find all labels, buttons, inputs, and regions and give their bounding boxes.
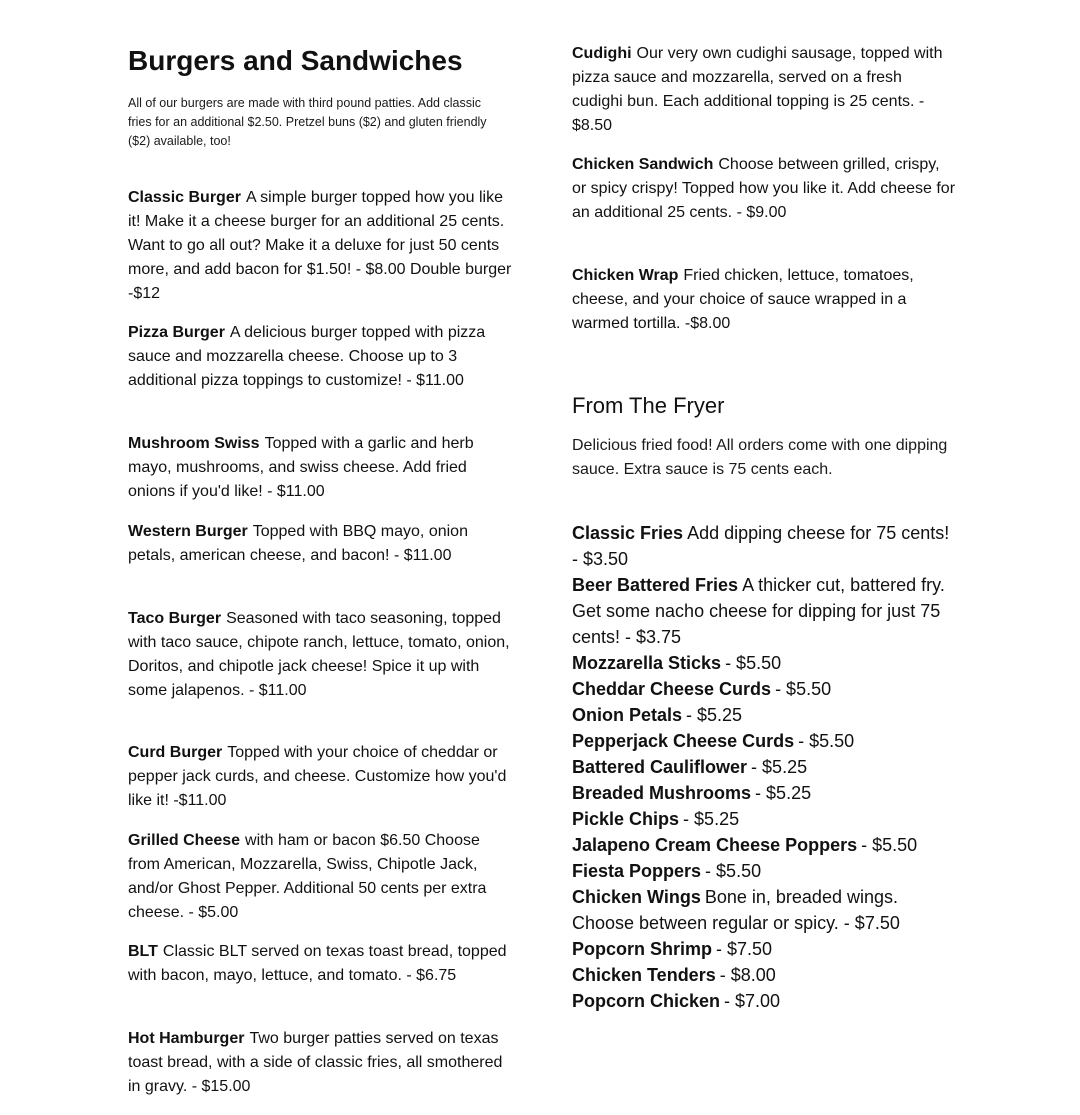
list-item [572, 780, 957, 806]
fryer-item-description: A thicker cut, battered fry. Get some nacho cheese for dipping for just 75 cents! - $3.75 [572, 575, 945, 647]
fryer-item-description: - $5.25 [686, 705, 743, 725]
list-item [572, 572, 957, 650]
menu-item-description: Topped with your choice of cheddar or pepper jack curds, and cheese. Customize how you'd like it! -$11.00 [128, 744, 507, 809]
fryer-item-description: - $7.00 [724, 991, 781, 1011]
fryer-item-name: Popcorn Chicken [572, 991, 721, 1011]
list-item [572, 988, 957, 1014]
fryer-item-description: - $5.50 [861, 835, 918, 855]
fryer-item-description: - $5.25 [683, 809, 740, 829]
burgers-section-title: Burgers and Sandwiches [128, 45, 463, 76]
list-item [572, 702, 957, 728]
fryer-item-description: - $8.00 [719, 965, 776, 985]
fryer-item-name: Classic Fries [572, 523, 684, 543]
fryer-item-name: Cheddar Cheese Curds [572, 679, 772, 699]
list-item [572, 832, 957, 858]
menu-item [128, 186, 513, 306]
menu-item-description: A delicious burger topped with pizza sauce and mozzarella cheese. Choose up to 3 additional pizza toppings to customize! - $11.00 [128, 324, 486, 389]
fryer-item-description: - $5.50 [725, 653, 782, 673]
menu-item-description: Topped with a garlic and herb mayo, mushrooms, and swiss cheese. Add fried onions if you'd like! - $11.00 [128, 435, 474, 500]
fryer-item-description: - $5.25 [751, 757, 808, 777]
menu-item [128, 607, 513, 703]
menu-item-name: Grilled Cheese [128, 832, 241, 849]
menu-item [128, 940, 513, 988]
menu-item-name: Chicken Sandwich [572, 156, 714, 173]
menu-item-name: Classic Burger [128, 189, 241, 206]
menu-item-name: Western Burger [128, 523, 248, 540]
menu-item [128, 520, 513, 568]
menu-item-name: Chicken Wrap [572, 267, 679, 284]
menu-item-description: Choose between grilled, crispy, or spicy crispy! Topped how you like it. Add cheese for an additional 25 cents. - $9.00 [572, 156, 956, 221]
menu-item [572, 264, 957, 336]
menu-item-name: BLT [128, 943, 158, 960]
list-item [572, 936, 957, 962]
menu-item [128, 1027, 513, 1099]
list-item [572, 650, 957, 676]
menu-item [572, 153, 957, 225]
menu-item-description: Topped with BBQ mayo, onion petals, american cheese, and bacon! - $11.00 [128, 523, 468, 564]
menu-item-name: Taco Burger [128, 610, 222, 627]
fryer-item-name: Chicken Tenders [572, 965, 716, 985]
list-item [572, 728, 957, 754]
fryer-item-description: - $5.25 [755, 783, 812, 803]
menu-item-name: Mushroom Swiss [128, 435, 260, 452]
menu-item [572, 42, 957, 138]
fryer-item-description: Bone in, breaded wings. Choose between regular or spicy. - $7.50 [572, 887, 900, 933]
fryer-item-description: - $5.50 [775, 679, 832, 699]
menu-item-description: Fried chicken, lettuce, tomatoes, cheese, and your choice of sauce wrapped in a warmed tortilla. -$8.00 [572, 267, 914, 332]
list-item [572, 520, 957, 572]
menu-item-description: A simple burger topped how you like it! Make it a cheese burger for an additional 25 cents. Want to go all out? Make it a deluxe for just 50 cents more, and add bacon for $1.50! - $8.00 Double burger -$12 [128, 189, 512, 302]
fryer-item-description: - $5.50 [705, 861, 762, 881]
fryer-intro: Delicious fried food! All orders come with one dipping sauce. Extra sauce is 75 cents each. [572, 437, 948, 478]
fryer-item-name: Chicken Wings [572, 887, 701, 907]
list-item [572, 806, 957, 832]
fryer-item-name: Breaded Mushrooms [572, 783, 752, 803]
menu-item-description: Classic BLT served on texas toast bread, topped with bacon, mayo, lettuce, and tomato. - $6.75 [128, 943, 507, 984]
list-item [572, 858, 957, 884]
list-item [572, 962, 957, 988]
menu-item [128, 321, 513, 393]
list-item [572, 754, 957, 780]
fryer-item-name: Mozzarella Sticks [572, 653, 722, 673]
fryer-item-name: Onion Petals [572, 705, 683, 725]
fryer-list [572, 520, 957, 1014]
fryer-item-description: Add dipping cheese for 75 cents! - $3.50 [572, 523, 950, 569]
menu-item [128, 741, 513, 813]
menu-item-name: Cudighi [572, 45, 632, 62]
menu-item-description: Our very own cudighi sausage, topped with pizza sauce and mozzarella, served on a fresh cudighi bun. Each additional topping is 25 cents. - $8.50 [572, 45, 943, 134]
fryer-item-name: Pickle Chips [572, 809, 680, 829]
menu-item-description: with ham or bacon $6.50 Choose from American, Mozzarella, Swiss, Chipotle Jack, and/or Ghost Pepper. Additional 50 cents per extra cheese. - $5.00 [128, 832, 487, 921]
fryer-item-name: Jalapeno Cream Cheese Poppers [572, 835, 858, 855]
fryer-section-title: From The Fryer [572, 393, 725, 418]
fryer-item-name: Beer Battered Fries [572, 575, 739, 595]
fryer-item-description: - $5.50 [798, 731, 855, 751]
list-item [572, 884, 957, 936]
menu-item-name: Pizza Burger [128, 324, 225, 341]
menu-item-name: Curd Burger [128, 744, 223, 761]
fryer-item-name: Pepperjack Cheese Curds [572, 731, 795, 751]
fryer-item-name: Popcorn Shrimp [572, 939, 713, 959]
menu-item-name: Hot Hamburger [128, 1030, 245, 1047]
menu-item-description: Seasoned with taco seasoning, topped with taco sauce, chipote ranch, lettuce, tomato, onion, Doritos, and chipotle jack cheese! Spice it up with some jalapenos. - $11.00 [128, 610, 510, 699]
fryer-item-name: Fiesta Poppers [572, 861, 702, 881]
burgers-intro: All of our burgers are made with third pound patties. Add classic fries for an additional $2.50. Pretzel buns ($2) and gluten friendly ($2) available, too! [128, 96, 487, 148]
menu-item-description: Two burger patties served on texas toast bread, with a side of classic fries, all smothered in gravy. - $15.00 [128, 1030, 503, 1095]
fryer-item-name: Battered Cauliflower [572, 757, 748, 777]
fryer-item-description: - $7.50 [716, 939, 773, 959]
menu-item [128, 829, 513, 925]
menu-item [128, 432, 513, 504]
list-item [572, 676, 957, 702]
